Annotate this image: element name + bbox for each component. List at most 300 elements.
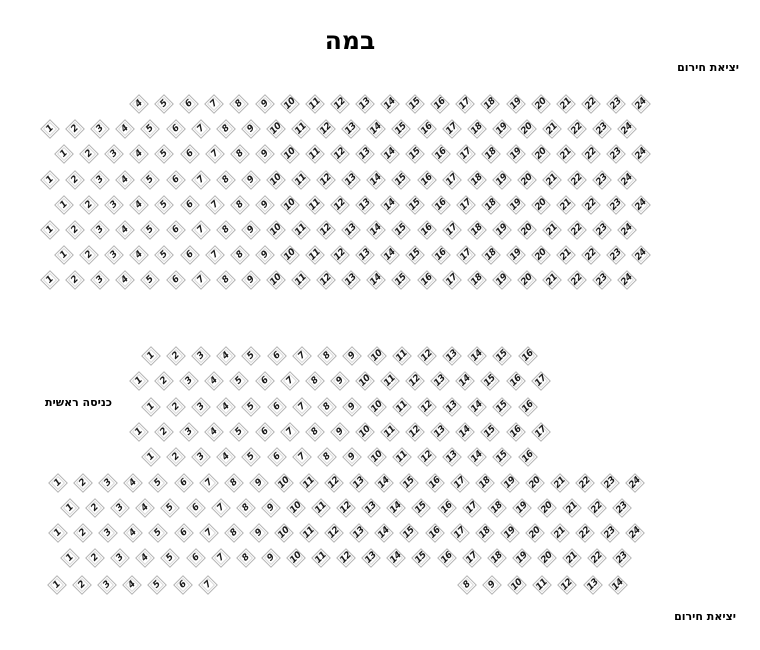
seat[interactable]	[280, 422, 300, 442]
seat[interactable]	[405, 245, 425, 265]
seat[interactable]	[567, 119, 587, 139]
seat[interactable]	[542, 170, 562, 190]
seat[interactable]	[608, 575, 628, 595]
seat[interactable]	[612, 548, 632, 568]
seat[interactable]	[587, 548, 607, 568]
seat[interactable]	[367, 346, 387, 366]
seat[interactable]	[205, 195, 225, 215]
seat[interactable]	[482, 575, 502, 595]
seat[interactable]	[249, 523, 269, 543]
seat[interactable]	[531, 422, 551, 442]
seat[interactable]	[342, 346, 362, 366]
seat[interactable]	[391, 220, 411, 240]
seat[interactable]	[556, 144, 576, 164]
seat[interactable]	[506, 245, 526, 265]
seat[interactable]	[631, 94, 651, 114]
seat[interactable]	[366, 220, 386, 240]
seat[interactable]	[191, 220, 211, 240]
seat[interactable]	[517, 220, 537, 240]
seat[interactable]	[54, 245, 74, 265]
seat[interactable]	[575, 523, 595, 543]
seat[interactable]	[380, 195, 400, 215]
seat[interactable]	[600, 473, 620, 493]
seat[interactable]	[442, 346, 462, 366]
seat[interactable]	[216, 346, 236, 366]
seat[interactable]	[467, 119, 487, 139]
seat[interactable]	[316, 170, 336, 190]
seat[interactable]	[341, 270, 361, 290]
seat[interactable]	[267, 346, 287, 366]
seat[interactable]	[316, 220, 336, 240]
seat[interactable]	[191, 119, 211, 139]
seat[interactable]	[154, 144, 174, 164]
seat[interactable]	[631, 144, 651, 164]
seat[interactable]	[625, 523, 645, 543]
seat[interactable]	[249, 473, 269, 493]
seat[interactable]	[336, 498, 356, 518]
seat[interactable]	[147, 575, 167, 595]
seat[interactable]	[174, 473, 194, 493]
seat[interactable]	[550, 523, 570, 543]
seat[interactable]	[405, 195, 425, 215]
seat[interactable]	[480, 371, 500, 391]
seat[interactable]	[587, 498, 607, 518]
seat[interactable]	[487, 548, 507, 568]
seat[interactable]	[341, 119, 361, 139]
seat[interactable]	[48, 473, 68, 493]
seat[interactable]	[123, 473, 143, 493]
seat[interactable]	[366, 119, 386, 139]
seat[interactable]	[592, 270, 612, 290]
seat[interactable]	[229, 422, 249, 442]
seat[interactable]	[140, 270, 160, 290]
seat[interactable]	[417, 220, 437, 240]
seat[interactable]	[562, 498, 582, 518]
seat[interactable]	[355, 195, 375, 215]
seat[interactable]	[241, 220, 261, 240]
seat[interactable]	[166, 119, 186, 139]
seat[interactable]	[355, 245, 375, 265]
seat[interactable]	[405, 371, 425, 391]
seat[interactable]	[122, 575, 142, 595]
seat[interactable]	[455, 422, 475, 442]
seat[interactable]	[455, 371, 475, 391]
seat[interactable]	[280, 195, 300, 215]
seat[interactable]	[166, 397, 186, 417]
seat[interactable]	[542, 119, 562, 139]
seat[interactable]	[292, 346, 312, 366]
seat[interactable]	[129, 195, 149, 215]
seat[interactable]	[355, 422, 375, 442]
seat[interactable]	[299, 523, 319, 543]
seat[interactable]	[160, 548, 180, 568]
seat[interactable]	[405, 94, 425, 114]
seat[interactable]	[174, 523, 194, 543]
seat[interactable]	[160, 498, 180, 518]
seat[interactable]	[140, 119, 160, 139]
seat[interactable]	[492, 346, 512, 366]
seat[interactable]	[492, 447, 512, 467]
seat[interactable]	[274, 473, 294, 493]
seat[interactable]	[361, 498, 381, 518]
seat[interactable]	[430, 422, 450, 442]
seat[interactable]	[60, 548, 80, 568]
seat[interactable]	[600, 523, 620, 543]
seat[interactable]	[481, 195, 501, 215]
seat[interactable]	[631, 195, 651, 215]
seat[interactable]	[431, 195, 451, 215]
seat[interactable]	[179, 371, 199, 391]
seat[interactable]	[417, 447, 437, 467]
seat[interactable]	[455, 94, 475, 114]
seat[interactable]	[550, 473, 570, 493]
seat[interactable]	[90, 220, 110, 240]
seat[interactable]	[417, 170, 437, 190]
seat[interactable]	[567, 170, 587, 190]
seat[interactable]	[481, 144, 501, 164]
seat[interactable]	[467, 447, 487, 467]
seat[interactable]	[518, 397, 538, 417]
seat[interactable]	[330, 371, 350, 391]
seat[interactable]	[241, 397, 261, 417]
seat[interactable]	[531, 94, 551, 114]
seat[interactable]	[129, 94, 149, 114]
seat[interactable]	[79, 245, 99, 265]
seat[interactable]	[562, 548, 582, 568]
seat[interactable]	[216, 397, 236, 417]
seat[interactable]	[374, 473, 394, 493]
seat[interactable]	[437, 548, 457, 568]
seat[interactable]	[97, 575, 117, 595]
seat[interactable]	[537, 498, 557, 518]
seat[interactable]	[204, 422, 224, 442]
seat[interactable]	[230, 195, 250, 215]
seat[interactable]	[518, 447, 538, 467]
seat[interactable]	[531, 144, 551, 164]
seat[interactable]	[518, 346, 538, 366]
seat[interactable]	[311, 498, 331, 518]
seat[interactable]	[456, 195, 476, 215]
seat[interactable]	[191, 397, 211, 417]
seat[interactable]	[311, 548, 331, 568]
seat[interactable]	[267, 397, 287, 417]
seat[interactable]	[104, 245, 124, 265]
seat[interactable]	[280, 371, 300, 391]
seat[interactable]	[392, 397, 412, 417]
seat[interactable]	[141, 447, 161, 467]
seat[interactable]	[380, 245, 400, 265]
seat[interactable]	[280, 94, 300, 114]
seat[interactable]	[606, 195, 626, 215]
seat[interactable]	[224, 523, 244, 543]
seat[interactable]	[467, 397, 487, 417]
seat[interactable]	[40, 170, 60, 190]
seat[interactable]	[542, 220, 562, 240]
seat[interactable]	[173, 575, 193, 595]
seat[interactable]	[417, 346, 437, 366]
seat[interactable]	[129, 144, 149, 164]
seat[interactable]	[386, 498, 406, 518]
seat[interactable]	[391, 170, 411, 190]
seat[interactable]	[292, 447, 312, 467]
seat[interactable]	[399, 473, 419, 493]
seat[interactable]	[437, 498, 457, 518]
seat[interactable]	[342, 397, 362, 417]
seat[interactable]	[355, 371, 375, 391]
seat[interactable]	[54, 195, 74, 215]
seat[interactable]	[305, 195, 325, 215]
seat[interactable]	[291, 270, 311, 290]
seat[interactable]	[90, 119, 110, 139]
seat[interactable]	[216, 170, 236, 190]
seat[interactable]	[154, 371, 174, 391]
seat[interactable]	[456, 144, 476, 164]
seat[interactable]	[430, 371, 450, 391]
seat[interactable]	[292, 397, 312, 417]
seat[interactable]	[417, 270, 437, 290]
seat[interactable]	[230, 144, 250, 164]
seat[interactable]	[224, 473, 244, 493]
seat[interactable]	[305, 144, 325, 164]
seat[interactable]	[229, 371, 249, 391]
seat[interactable]	[324, 523, 344, 543]
seat[interactable]	[205, 144, 225, 164]
seat[interactable]	[104, 195, 124, 215]
seat[interactable]	[462, 548, 482, 568]
seat[interactable]	[617, 220, 637, 240]
seat[interactable]	[487, 498, 507, 518]
seat[interactable]	[166, 270, 186, 290]
seat[interactable]	[236, 548, 256, 568]
seat[interactable]	[198, 575, 218, 595]
seat[interactable]	[355, 144, 375, 164]
seat[interactable]	[65, 170, 85, 190]
seat[interactable]	[110, 498, 130, 518]
seat[interactable]	[241, 447, 261, 467]
seat[interactable]	[606, 94, 626, 114]
seat[interactable]	[417, 397, 437, 417]
seat[interactable]	[330, 245, 350, 265]
seat[interactable]	[115, 170, 135, 190]
seat[interactable]	[261, 498, 281, 518]
seat[interactable]	[241, 170, 261, 190]
seat[interactable]	[267, 447, 287, 467]
seat[interactable]	[186, 498, 206, 518]
seat[interactable]	[291, 119, 311, 139]
seat[interactable]	[336, 548, 356, 568]
seat[interactable]	[255, 94, 275, 114]
seat[interactable]	[129, 422, 149, 442]
seat[interactable]	[261, 548, 281, 568]
seat[interactable]	[216, 220, 236, 240]
seat[interactable]	[330, 144, 350, 164]
seat[interactable]	[506, 371, 526, 391]
seat[interactable]	[280, 245, 300, 265]
seat[interactable]	[317, 447, 337, 467]
seat[interactable]	[467, 220, 487, 240]
seat[interactable]	[286, 548, 306, 568]
seat[interactable]	[391, 119, 411, 139]
seat[interactable]	[366, 170, 386, 190]
seat[interactable]	[324, 473, 344, 493]
seat[interactable]	[266, 170, 286, 190]
seat[interactable]	[592, 220, 612, 240]
seat[interactable]	[399, 523, 419, 543]
seat[interactable]	[592, 170, 612, 190]
seat[interactable]	[431, 144, 451, 164]
seat[interactable]	[110, 548, 130, 568]
seat[interactable]	[480, 94, 500, 114]
seat[interactable]	[241, 270, 261, 290]
seat[interactable]	[204, 371, 224, 391]
seat[interactable]	[140, 170, 160, 190]
seat[interactable]	[517, 270, 537, 290]
seat[interactable]	[241, 346, 261, 366]
seat[interactable]	[467, 170, 487, 190]
seat[interactable]	[442, 170, 462, 190]
seat[interactable]	[506, 195, 526, 215]
seat[interactable]	[299, 473, 319, 493]
seat[interactable]	[204, 94, 224, 114]
seat[interactable]	[211, 548, 231, 568]
seat[interactable]	[141, 346, 161, 366]
seat[interactable]	[205, 245, 225, 265]
seat[interactable]	[229, 94, 249, 114]
seat[interactable]	[266, 119, 286, 139]
seat[interactable]	[255, 422, 275, 442]
seat[interactable]	[531, 245, 551, 265]
seat[interactable]	[115, 220, 135, 240]
seat[interactable]	[330, 422, 350, 442]
seat[interactable]	[274, 523, 294, 543]
seat[interactable]	[442, 397, 462, 417]
seat[interactable]	[98, 523, 118, 543]
seat[interactable]	[457, 575, 477, 595]
seat[interactable]	[266, 270, 286, 290]
seat[interactable]	[625, 473, 645, 493]
seat[interactable]	[48, 523, 68, 543]
seat[interactable]	[467, 346, 487, 366]
seat[interactable]	[507, 575, 527, 595]
seat[interactable]	[405, 144, 425, 164]
seat[interactable]	[475, 473, 495, 493]
seat[interactable]	[317, 346, 337, 366]
seat[interactable]	[481, 245, 501, 265]
seat[interactable]	[291, 170, 311, 190]
seat[interactable]	[166, 220, 186, 240]
seat[interactable]	[425, 473, 445, 493]
seat[interactable]	[431, 245, 451, 265]
seat[interactable]	[391, 270, 411, 290]
seat[interactable]	[330, 94, 350, 114]
seat[interactable]	[442, 447, 462, 467]
seat[interactable]	[73, 523, 93, 543]
seat[interactable]	[450, 473, 470, 493]
seat[interactable]	[98, 473, 118, 493]
seat[interactable]	[392, 346, 412, 366]
seat[interactable]	[255, 144, 275, 164]
seat[interactable]	[211, 498, 231, 518]
seat[interactable]	[79, 144, 99, 164]
seat[interactable]	[492, 119, 512, 139]
seat[interactable]	[492, 270, 512, 290]
seat[interactable]	[90, 270, 110, 290]
seat[interactable]	[40, 220, 60, 240]
seat[interactable]	[456, 245, 476, 265]
seat[interactable]	[305, 245, 325, 265]
seat[interactable]	[506, 144, 526, 164]
seat[interactable]	[317, 397, 337, 417]
seat[interactable]	[442, 270, 462, 290]
seat[interactable]	[330, 195, 350, 215]
seat[interactable]	[148, 523, 168, 543]
seat[interactable]	[532, 575, 552, 595]
seat[interactable]	[166, 447, 186, 467]
seat[interactable]	[492, 170, 512, 190]
seat[interactable]	[405, 422, 425, 442]
seat[interactable]	[230, 245, 250, 265]
seat[interactable]	[199, 523, 219, 543]
seat[interactable]	[180, 195, 200, 215]
seat[interactable]	[557, 575, 577, 595]
seat[interactable]	[512, 498, 532, 518]
seat[interactable]	[380, 371, 400, 391]
seat[interactable]	[525, 523, 545, 543]
seat[interactable]	[631, 245, 651, 265]
seat[interactable]	[216, 270, 236, 290]
seat[interactable]	[567, 220, 587, 240]
seat[interactable]	[54, 144, 74, 164]
seat[interactable]	[567, 270, 587, 290]
seat[interactable]	[65, 119, 85, 139]
seat[interactable]	[500, 523, 520, 543]
seat[interactable]	[606, 245, 626, 265]
seat[interactable]	[154, 94, 174, 114]
seat[interactable]	[531, 371, 551, 391]
seat[interactable]	[617, 170, 637, 190]
seat[interactable]	[90, 170, 110, 190]
seat[interactable]	[506, 94, 526, 114]
seat[interactable]	[462, 498, 482, 518]
seat[interactable]	[216, 119, 236, 139]
seat[interactable]	[123, 523, 143, 543]
seat[interactable]	[425, 523, 445, 543]
seat[interactable]	[367, 397, 387, 417]
seat[interactable]	[191, 270, 211, 290]
seat[interactable]	[592, 119, 612, 139]
seat[interactable]	[581, 245, 601, 265]
seat[interactable]	[367, 447, 387, 467]
seat[interactable]	[241, 119, 261, 139]
seat[interactable]	[581, 144, 601, 164]
seat[interactable]	[575, 473, 595, 493]
seat[interactable]	[85, 548, 105, 568]
seat[interactable]	[417, 119, 437, 139]
seat[interactable]	[492, 397, 512, 417]
seat[interactable]	[612, 498, 632, 518]
seat[interactable]	[179, 422, 199, 442]
seat[interactable]	[392, 447, 412, 467]
seat[interactable]	[129, 245, 149, 265]
seat[interactable]	[141, 397, 161, 417]
seat[interactable]	[73, 473, 93, 493]
seat[interactable]	[341, 220, 361, 240]
seat[interactable]	[305, 371, 325, 391]
seat[interactable]	[255, 245, 275, 265]
seat[interactable]	[366, 270, 386, 290]
seat[interactable]	[556, 94, 576, 114]
seat[interactable]	[380, 422, 400, 442]
